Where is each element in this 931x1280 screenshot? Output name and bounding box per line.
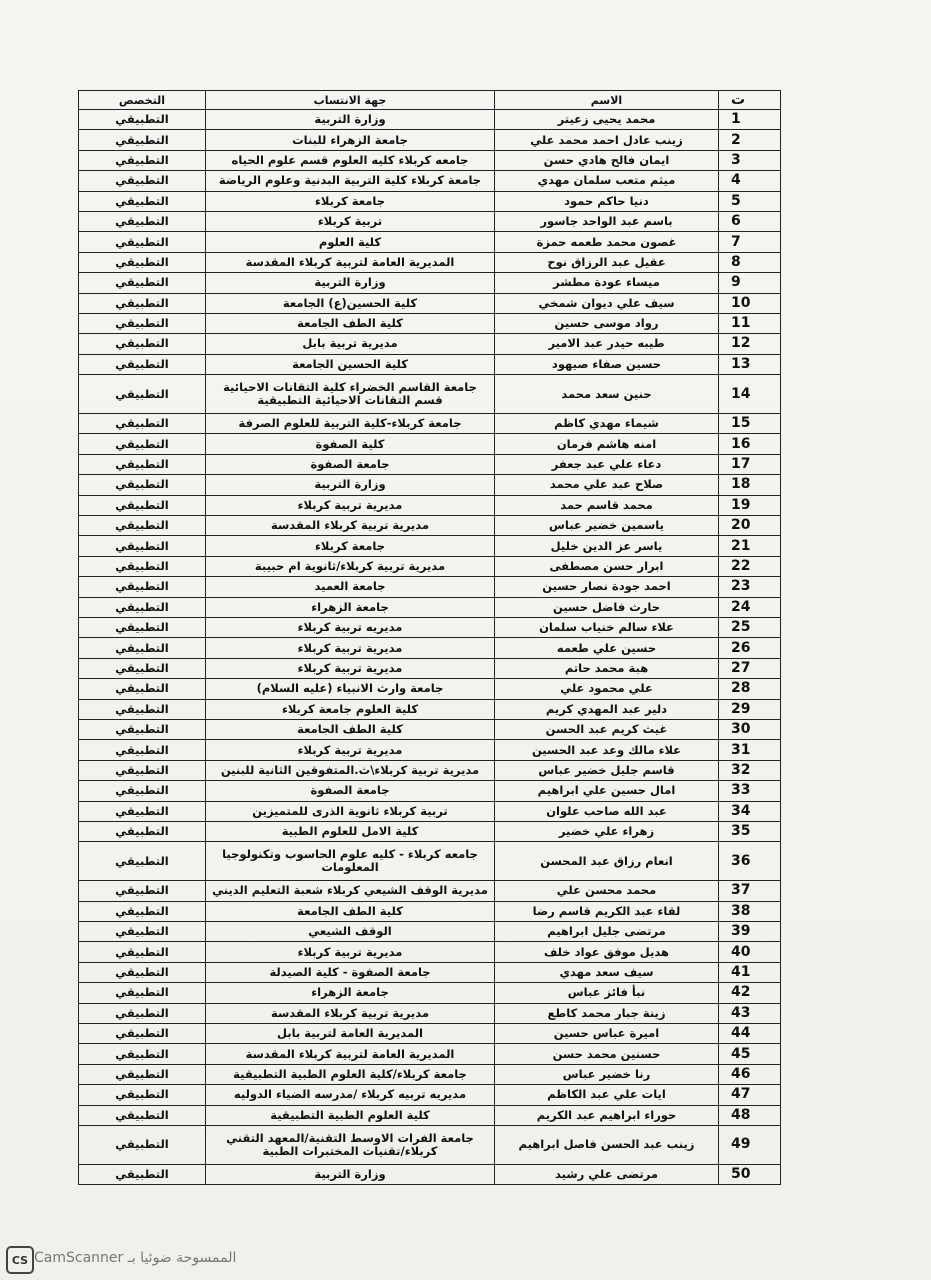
row-affiliation: جامعة الفرات الاوسط التقنية/المعهد التقني كربلاء/تقنيات المختبرات الطبية	[206, 1125, 495, 1164]
table-row	[79, 842, 781, 881]
row-name: نبأ فائز عباس	[495, 983, 719, 1003]
row-index: 1	[719, 110, 781, 130]
row-affiliation: كلية العلوم جامعة كربلاء	[206, 699, 495, 719]
row-name: حسين صفاء صيهود	[495, 354, 719, 374]
row-name: علي محمود علي	[495, 679, 719, 699]
row-specialization: التطبيقي	[79, 150, 206, 170]
row-name: زينب عبد الحسن فاصل ابراهيم	[495, 1125, 719, 1164]
table-row	[79, 983, 781, 1003]
row-affiliation: كلية الامل للعلوم الطبية	[206, 821, 495, 841]
row-index: 26	[719, 638, 781, 658]
row-affiliation: كلية الطف الجامعة	[206, 901, 495, 921]
row-specialization: التطبيقي	[79, 130, 206, 150]
row-name: سيف سعد مهدي	[495, 962, 719, 982]
row-specialization: التطبيقي	[79, 1125, 206, 1164]
row-affiliation: مديرية تربية كربلاء المقدسة	[206, 516, 495, 536]
table-row	[79, 821, 781, 841]
row-affiliation: تربية كربلاء ثانوية الذرى للمتميزين	[206, 801, 495, 821]
row-index: 33	[719, 781, 781, 801]
row-affiliation: جامعة كربلاء/كلية العلوم الطبية التطبيقية	[206, 1064, 495, 1084]
row-index: 31	[719, 740, 781, 760]
row-index: 7	[719, 232, 781, 252]
row-affiliation: وزارة التربية	[206, 273, 495, 293]
row-name: لقاء عبد الكريم قاسم رضا	[495, 901, 719, 921]
table-row	[79, 130, 781, 150]
table-row	[79, 171, 781, 191]
row-index: 37	[719, 881, 781, 901]
row-index: 38	[719, 901, 781, 921]
row-index: 24	[719, 597, 781, 617]
row-index: 10	[719, 293, 781, 313]
row-affiliation: جامعة الزهراء للبنات	[206, 130, 495, 150]
row-name: زهراء علي خضير	[495, 821, 719, 841]
row-index: 40	[719, 942, 781, 962]
row-specialization: التطبيقي	[79, 922, 206, 942]
table-row	[79, 760, 781, 780]
row-affiliation: جامعة وارث الانبياء (عليه السلام)	[206, 679, 495, 699]
row-specialization: التطبيقي	[79, 414, 206, 434]
row-index: 5	[719, 191, 781, 211]
row-specialization: التطبيقي	[79, 617, 206, 637]
row-specialization: التطبيقي	[79, 881, 206, 901]
row-affiliation: جامعة كربلاء كلية التربية البدنية وعلوم الرياضة	[206, 171, 495, 191]
row-name: مرتضى علي رشيد	[495, 1164, 719, 1184]
row-index: 9	[719, 273, 781, 293]
row-name: ياسر عز الدين خليل	[495, 536, 719, 556]
table-row	[79, 1125, 781, 1164]
row-index: 19	[719, 495, 781, 515]
table-row	[79, 252, 781, 272]
row-name: امال حسين علي ابراهيم	[495, 781, 719, 801]
row-index: 27	[719, 658, 781, 678]
row-name: غصون محمد طعمه حمزة	[495, 232, 719, 252]
row-affiliation: جامعة كربلاء	[206, 536, 495, 556]
row-index: 30	[719, 719, 781, 739]
table-row	[79, 354, 781, 374]
row-index: 14	[719, 375, 781, 414]
row-name: ايات علي عبد الكاظم	[495, 1085, 719, 1105]
table-row	[79, 1003, 781, 1023]
row-index: 28	[719, 679, 781, 699]
table-row	[79, 1164, 781, 1184]
table-row	[79, 881, 781, 901]
row-specialization: التطبيقي	[79, 821, 206, 841]
row-specialization: التطبيقي	[79, 495, 206, 515]
row-specialization: التطبيقي	[79, 110, 206, 130]
row-specialization: التطبيقي	[79, 375, 206, 414]
row-specialization: التطبيقي	[79, 638, 206, 658]
row-name: ابرار حسن مصطفى	[495, 556, 719, 576]
table-row	[79, 617, 781, 637]
row-index: 2	[719, 130, 781, 150]
row-affiliation: المديرية العامة لتربية كربلاء المقدسة	[206, 1044, 495, 1064]
row-affiliation: المديرية العامة لتربية كربلاء المقدسة	[206, 252, 495, 272]
table-row	[79, 313, 781, 333]
row-name: محمد قاسم حمد	[495, 495, 719, 515]
row-affiliation: كلية الطف الجامعة	[206, 719, 495, 739]
row-specialization: التطبيقي	[79, 293, 206, 313]
row-affiliation: جامعة الزهراء	[206, 983, 495, 1003]
row-index: 25	[719, 617, 781, 637]
table-row	[79, 1044, 781, 1064]
table-row	[79, 1105, 781, 1125]
row-index: 6	[719, 211, 781, 231]
table-row	[79, 638, 781, 658]
row-affiliation: وزارة التربية	[206, 1164, 495, 1184]
row-affiliation: جامعة الزهراء	[206, 597, 495, 617]
row-specialization: التطبيقي	[79, 1105, 206, 1125]
row-index: 3	[719, 150, 781, 170]
row-specialization: التطبيقي	[79, 171, 206, 191]
row-specialization: التطبيقي	[79, 211, 206, 231]
participants-table	[78, 90, 781, 1185]
table-row	[79, 454, 781, 474]
row-index: 15	[719, 414, 781, 434]
row-affiliation: كلية العلوم الطبية التطبيقية	[206, 1105, 495, 1125]
row-affiliation: المديرية العامة لتربية بابل	[206, 1024, 495, 1044]
row-specialization: التطبيقي	[79, 475, 206, 495]
row-specialization: التطبيقي	[79, 1085, 206, 1105]
row-name: سيف علي ديوان شمخي	[495, 293, 719, 313]
header-specialization: التخصص	[79, 91, 206, 110]
row-affiliation: تربية كربلاء	[206, 211, 495, 231]
row-affiliation: مديريه تربيه كربلاء /مدرسه الضياء الدوليه	[206, 1085, 495, 1105]
row-name: عقيل عبد الرزاق نوح	[495, 252, 719, 272]
row-name: ميساء عودة مطشر	[495, 273, 719, 293]
row-index: 18	[719, 475, 781, 495]
row-specialization: التطبيقي	[79, 597, 206, 617]
row-specialization: التطبيقي	[79, 454, 206, 474]
row-specialization: التطبيقي	[79, 273, 206, 293]
row-name: زينة جبار محمد كاطع	[495, 1003, 719, 1023]
table-row	[79, 516, 781, 536]
row-specialization: التطبيقي	[79, 983, 206, 1003]
row-name: علاء سالم خنياب سلمان	[495, 617, 719, 637]
row-affiliation: جامعه كربلاء - كليه علوم الحاسوب وتكنولوجيا المعلومات	[206, 842, 495, 881]
row-specialization: التطبيقي	[79, 801, 206, 821]
row-affiliation: كلية الصفوة	[206, 434, 495, 454]
row-affiliation: جامعة العميد	[206, 577, 495, 597]
row-name: قاسم جليل خضير عباس	[495, 760, 719, 780]
row-specialization: التطبيقي	[79, 334, 206, 354]
row-index: 12	[719, 334, 781, 354]
row-affiliation: مديرية تربية كربلاء	[206, 658, 495, 678]
row-specialization: التطبيقي	[79, 1003, 206, 1023]
row-index: 45	[719, 1044, 781, 1064]
table-row	[79, 1085, 781, 1105]
row-index: 35	[719, 821, 781, 841]
table-row	[79, 273, 781, 293]
table-row	[79, 536, 781, 556]
row-specialization: التطبيقي	[79, 252, 206, 272]
row-name: دنيا حاكم حمود	[495, 191, 719, 211]
table-row	[79, 211, 781, 231]
row-affiliation: كلية الحسين(ع) الجامعة	[206, 293, 495, 313]
row-affiliation: مديرية تربية كربلاء	[206, 942, 495, 962]
table-row	[79, 962, 781, 982]
row-index: 43	[719, 1003, 781, 1023]
table-row	[79, 475, 781, 495]
row-specialization: التطبيقي	[79, 699, 206, 719]
row-specialization: التطبيقي	[79, 942, 206, 962]
table-row	[79, 1064, 781, 1084]
row-affiliation: كلية الحسين الجامعة	[206, 354, 495, 374]
table-row	[79, 150, 781, 170]
row-affiliation: جامعة الصفوة - كلية الصيدلة	[206, 962, 495, 982]
row-index: 41	[719, 962, 781, 982]
row-name: زينب عادل احمد محمد علي	[495, 130, 719, 150]
table-row	[79, 191, 781, 211]
table-row	[79, 740, 781, 760]
table-row	[79, 901, 781, 921]
row-name: ايمان فالح هادي حسن	[495, 150, 719, 170]
table-row	[79, 232, 781, 252]
row-affiliation: مديرية تربية كربلاء/ثانوية ام حبيبة	[206, 556, 495, 576]
row-index: 29	[719, 699, 781, 719]
table-row	[79, 942, 781, 962]
table-row	[79, 434, 781, 454]
row-index: 22	[719, 556, 781, 576]
header-affiliation: جهة الانتساب	[206, 91, 495, 110]
row-name: حسنين محمد حسن	[495, 1044, 719, 1064]
table-row	[79, 110, 781, 130]
row-index: 13	[719, 354, 781, 374]
row-affiliation: مديرية الوقف الشيعي كربلاء شعبة التعليم الديني	[206, 881, 495, 901]
row-affiliation: جامعة كربلاء	[206, 191, 495, 211]
table-row	[79, 922, 781, 942]
row-affiliation: الوقف الشيعي	[206, 922, 495, 942]
row-index: 48	[719, 1105, 781, 1125]
row-index: 21	[719, 536, 781, 556]
row-name: حنين سعد محمد	[495, 375, 719, 414]
table-row	[79, 414, 781, 434]
row-name: هبة محمد حاتم	[495, 658, 719, 678]
row-specialization: التطبيقي	[79, 354, 206, 374]
row-affiliation: جامعة كربلاء-كلية التربية للعلوم الصرفة	[206, 414, 495, 434]
row-specialization: التطبيقي	[79, 556, 206, 576]
row-specialization: التطبيقي	[79, 1164, 206, 1184]
row-affiliation: مديريه تربية كربلاء	[206, 617, 495, 637]
table-row	[79, 801, 781, 821]
row-specialization: التطبيقي	[79, 191, 206, 211]
table-row	[79, 375, 781, 414]
row-index: 46	[719, 1064, 781, 1084]
row-name: احمد جودة نصار حسين	[495, 577, 719, 597]
row-name: رواد موسى حسين	[495, 313, 719, 333]
table-row	[79, 781, 781, 801]
row-index: 17	[719, 454, 781, 474]
row-name: دعاء علي عبد جعفر	[495, 454, 719, 474]
row-affiliation: مديرية تربية كربلاء	[206, 495, 495, 515]
row-index: 16	[719, 434, 781, 454]
row-name: غيث كريم عبد الحسن	[495, 719, 719, 739]
row-specialization: التطبيقي	[79, 536, 206, 556]
row-specialization: التطبيقي	[79, 760, 206, 780]
row-name: حارث فاضل حسين	[495, 597, 719, 617]
row-affiliation: جامعة الصفوة	[206, 454, 495, 474]
row-affiliation: مديرية تربية بابل	[206, 334, 495, 354]
row-affiliation: وزارة التربية	[206, 475, 495, 495]
row-specialization: التطبيقي	[79, 1064, 206, 1084]
row-name: عبد الله صاحب علوان	[495, 801, 719, 821]
row-name: باسم عبد الواحد جاسور	[495, 211, 719, 231]
row-specialization: التطبيقي	[79, 434, 206, 454]
row-index: 49	[719, 1125, 781, 1164]
row-index: 50	[719, 1164, 781, 1184]
row-name: دلير عبد المهدي كريم	[495, 699, 719, 719]
header-name: الاسم	[495, 91, 719, 110]
row-specialization: التطبيقي	[79, 1044, 206, 1064]
table-row	[79, 334, 781, 354]
row-name: شيماء مهدي كاظم	[495, 414, 719, 434]
table-row	[79, 1024, 781, 1044]
table-row	[79, 556, 781, 576]
row-index: 42	[719, 983, 781, 1003]
row-specialization: التطبيقي	[79, 313, 206, 333]
row-name: حوراء ابراهيم عبد الكريم	[495, 1105, 719, 1125]
row-specialization: التطبيقي	[79, 577, 206, 597]
row-name: اميرة عباس حسين	[495, 1024, 719, 1044]
table-row	[79, 495, 781, 515]
row-affiliation: كلية العلوم	[206, 232, 495, 252]
row-affiliation: كلية الطف الجامعة	[206, 313, 495, 333]
row-specialization: التطبيقي	[79, 962, 206, 982]
row-index: 47	[719, 1085, 781, 1105]
row-name: صلاح عبد علي محمد	[495, 475, 719, 495]
row-name: طيبه حيدر عبد الامير	[495, 334, 719, 354]
row-index: 34	[719, 801, 781, 821]
row-index: 44	[719, 1024, 781, 1044]
table-row	[79, 293, 781, 313]
table-row	[79, 699, 781, 719]
row-affiliation: مديرية تربية كربلاء\ث.المتفوقين الثانية للبنين	[206, 760, 495, 780]
camscanner-icon: CS	[6, 1246, 34, 1274]
table-header-row	[79, 91, 781, 110]
row-index: 8	[719, 252, 781, 272]
row-specialization: التطبيقي	[79, 740, 206, 760]
row-specialization: التطبيقي	[79, 901, 206, 921]
row-affiliation: جامعة القاسم الخضراء كلية التقانات الاحيائية قسم التقانات الاحيائية التطبيقية	[206, 375, 495, 414]
row-index: 32	[719, 760, 781, 780]
row-name: محمد يحيى زعيتر	[495, 110, 719, 130]
row-specialization: التطبيقي	[79, 1024, 206, 1044]
row-affiliation: مديرية تربية كربلاء	[206, 638, 495, 658]
row-specialization: التطبيقي	[79, 842, 206, 881]
row-name: ميثم متعب سلمان مهدي	[495, 171, 719, 191]
row-index: 20	[719, 516, 781, 536]
row-name: مرتضى جليل ابراهيم	[495, 922, 719, 942]
row-affiliation: مديرية تربية كربلاء	[206, 740, 495, 760]
row-name: رنا خضير عباس	[495, 1064, 719, 1084]
row-index: 11	[719, 313, 781, 333]
row-name: امنه هاشم فرمان	[495, 434, 719, 454]
row-affiliation: جامعه كربلاء كليه العلوم قسم علوم الحياه	[206, 150, 495, 170]
table-row	[79, 679, 781, 699]
row-specialization: التطبيقي	[79, 719, 206, 739]
row-name: حسين علي طعمه	[495, 638, 719, 658]
header-index: ت	[719, 91, 781, 110]
row-name: محمد محسن علي	[495, 881, 719, 901]
row-specialization: التطبيقي	[79, 679, 206, 699]
row-affiliation: وزارة التربية	[206, 110, 495, 130]
row-specialization: التطبيقي	[79, 232, 206, 252]
row-index: 23	[719, 577, 781, 597]
table-row	[79, 577, 781, 597]
row-name: هديل موفق عواد خلف	[495, 942, 719, 962]
row-specialization: التطبيقي	[79, 516, 206, 536]
table-row	[79, 658, 781, 678]
row-name: انعام رزاق عبد المحسن	[495, 842, 719, 881]
scan-watermark: الممسوحة ضوئيا بـ CamScanner	[34, 1250, 237, 1266]
table-row	[79, 719, 781, 739]
row-index: 36	[719, 842, 781, 881]
row-name: علاء مالك وعد عبد الحسين	[495, 740, 719, 760]
row-name: ياسمين خضير عباس	[495, 516, 719, 536]
row-affiliation: جامعة الصفوة	[206, 781, 495, 801]
row-index: 39	[719, 922, 781, 942]
row-specialization: التطبيقي	[79, 781, 206, 801]
table-row	[79, 597, 781, 617]
row-affiliation: مديرية تربية كربلاء المقدسة	[206, 1003, 495, 1023]
row-specialization: التطبيقي	[79, 658, 206, 678]
scanner-footer	[0, 1228, 931, 1280]
row-index: 4	[719, 171, 781, 191]
